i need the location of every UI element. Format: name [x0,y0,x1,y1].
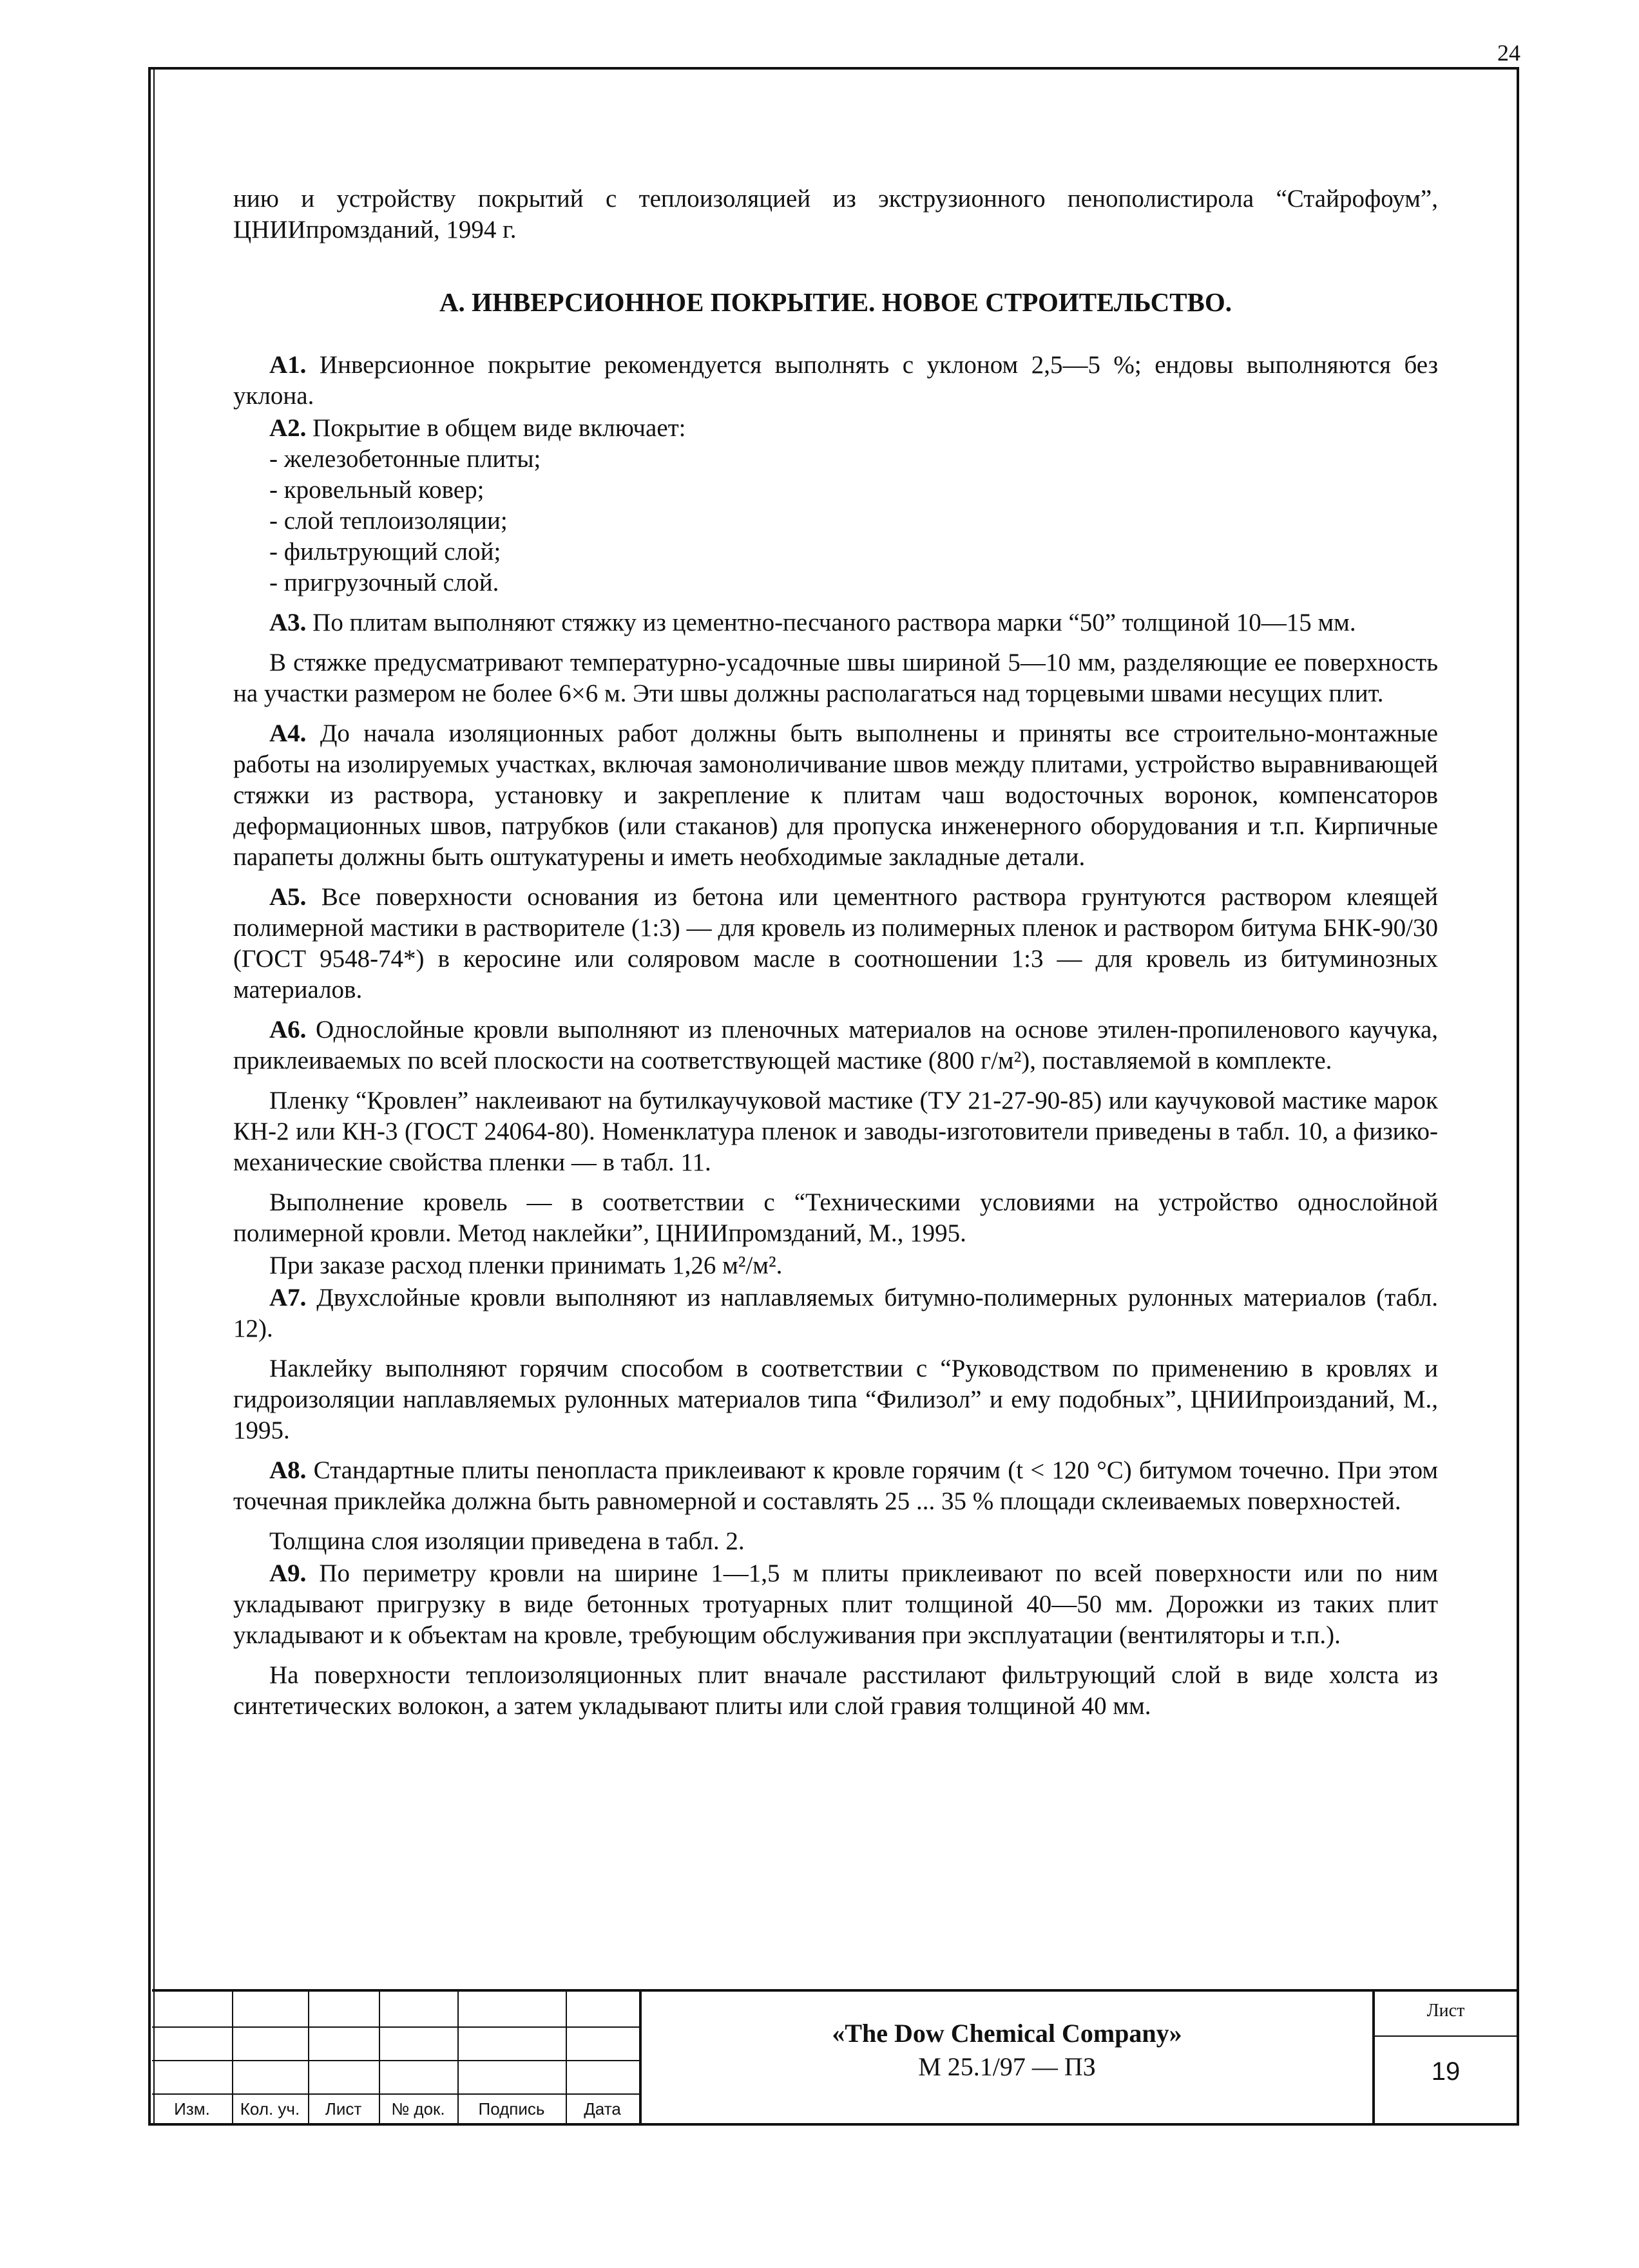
a9-text: По периметру кровли на ширине 1—1,5 м плиты приклеивают по всей поверхности или по ним укладывают пригрузку в виде бетонных тротуарных плит толщиной 40—50 мм. Дорожки из таких плит укладывают и к объектам на кровле, требующим обслуживания при эксплуатации (вентиляторы и т.п.). [233,1559,1438,1649]
paragraph-a7-2: Наклейку выполняют горячим способом в соответствии с “Руководством по применению в кровлях и гидроизоляции наплавляемых рулонных материалов типа “Филизол” и ему подобных”, ЦНИИпроизданий, М., 1995. [233,1355,1438,1444]
paragraph-a6-4: При заказе расход пленки принимать 1,26 м²/м². [269,1252,783,1279]
column-label-sheet: Лист [325,2099,362,2119]
top-page-number: 24 [1497,40,1520,66]
list-item: - железобетонные плиты; [269,445,541,473]
sheet-cell [1372,1992,1517,2123]
paragraph-a1 [233,350,1438,412]
paragraph-a8-2: Толщина слоя изоляции приведена в табл. 2. [269,1527,745,1555]
paragraph-a9 [233,1558,1438,1651]
column-label-date: Дата [584,2099,621,2119]
paragraph-a4 [233,718,1438,873]
a3-text: По плитам выполняют стяжку из цементно-песчаного раствора марки “50” толщиной 10—15 мм. [312,609,1356,636]
a8-text: Стандартные плиты пенопласта приклеивают к кровле горячим (t < 120 °С) битумом точечно. При этом точечная приклейка должна быть равномерной и составлять 25 ... 35 % площади склеиваемых поверхностей. [233,1456,1438,1515]
a8-number: А8. [269,1456,307,1484]
a3-number: А3. [269,609,307,636]
paragraph-a6-2: Пленку “Кровлен” наклеивают на бутилкаучуковой мастике (ТУ 21-27-90-85) или каучуковой мастике марок КН-2 или КН-3 (ГОСТ 24064-80). Номенклатура пленок и заводы-изготовители приведены в табл. 10, а физико-механические свойства пленки — в табл. 11. [233,1087,1438,1176]
sheet-label: Лист [1426,2001,1465,2021]
document-code: М 25.1/97 — ПЗ [918,2052,1096,2081]
a7-number: А7. [269,1284,307,1311]
paragraph-a5 [233,882,1438,1005]
frame-binding-line [151,70,155,2123]
paragraph-a3 [233,607,1438,638]
a6-text: Однослойные кровли выполняют из пленочных материалов на основе этилен-пропиленового каучука, приклеиваемых по всей плоскости на соответствующей мастике (800 г/м²), поставляемой в комплекте. [233,1016,1438,1074]
paragraph-a9-2: На поверхности теплоизоляционных плит вначале расстилают фильтрующий слой в виде холста из синтетических волокон, а затем укладывают плиты или слой гравия толщиной 40 мм. [233,1661,1438,1720]
paragraph-a6 [233,1015,1438,1076]
document-body [233,184,1438,1722]
paragraph-a6-3: Выполнение кровель — в соответствии с “Техническими условиями на устройство однослойной полимерной кровли. Метод наклейки”, ЦНИИпромзданий, М., 1995. [233,1188,1438,1247]
intro-paragraph: нию и устройству покрытий с теплоизоляцией из экструзионного пенополистирола “Стайрофоум”, ЦНИИпромзданий, 1994 г. [233,185,1438,243]
company-name: «The Dow Chemical Company» [832,2019,1182,2048]
a6-number: А6. [269,1016,307,1043]
a2-number: А2. [269,414,307,442]
list-item: - кровельный ковер; [269,476,484,504]
list-item: - фильтрующий слой; [269,538,501,566]
a4-text: До начала изоляционных работ должны быть выполнены и приняты все строительно-монтажные работы на изолируемых участках, включая замоноличивание швов между плитами, устройство выравнивающей стяжки из раствора, установку и закрепление к плитам чаш водосточных воронок, компенсаторов деформационных швов, патрубков (или стаканов) для пропуска инженерного оборудования и т.п. Кирпичные парапеты должны быть оштукатурены и иметь необходимые закладные детали. [233,719,1438,871]
revision-grid [152,1992,642,2123]
sheet-number: 19 [1431,2057,1461,2086]
paragraph-a8 [233,1455,1438,1517]
column-label-signature: Подпись [478,2099,545,2119]
grid-row-line [152,2026,642,2028]
a9-number: А9. [269,1559,307,1587]
a1-number: А1. [269,351,307,379]
paragraph-a2 [233,413,1438,444]
column-label-quantity: Кол. уч. [240,2099,300,2119]
a1-text: Инверсионное покрытие рекомендуется выполнять с уклоном 2,5—5 %; ендовы выполняются без уклона. [233,351,1438,410]
grid-row-line [152,2093,642,2095]
grid-row-line [152,2060,642,2061]
a5-number: А5. [269,883,307,911]
section-heading: А. ИНВЕРСИОННОЕ ПОКРЫТИЕ. НОВОЕ СТРОИТЕЛЬСТВО. [439,287,1232,317]
a2-text: Покрытие в общем виде включает: [312,414,686,442]
a5-text: Все поверхности основания из бетона или цементного раствора грунтуются раствором клеящей полимерной мастики в растворителе (1:3) — для кровель из полимерных пленок и раствором битума БНК-90/30 (ГОСТ 9548-74*) в керосине или соляровом масле в соотношении 1:3 — для кровель из битуминозных материалов. [233,883,1439,1004]
sheet-divider [1375,2035,1517,2037]
a4-number: А4. [269,719,307,747]
column-label-change: Изм. [174,2099,210,2119]
list-item: - слой теплоизоляции; [269,507,508,535]
title-block [152,1989,1517,2123]
paragraph-a7 [233,1282,1438,1344]
a7-text: Двухслойные кровли выполняют из наплавляемых битумно-полимерных рулонных материалов (табл. 12). [233,1284,1438,1342]
column-label-doc-number: № док. [391,2099,445,2119]
paragraph-a3-2: В стяжке предусматривают температурно-усадочные швы шириной 5—10 мм, разделяющие ее поверхность на участки размером не более 6×6 м. Эти швы должны располагаться над торцевыми швами несущих плит. [233,649,1438,707]
list-item: - пригрузочный слой. [269,569,499,596]
